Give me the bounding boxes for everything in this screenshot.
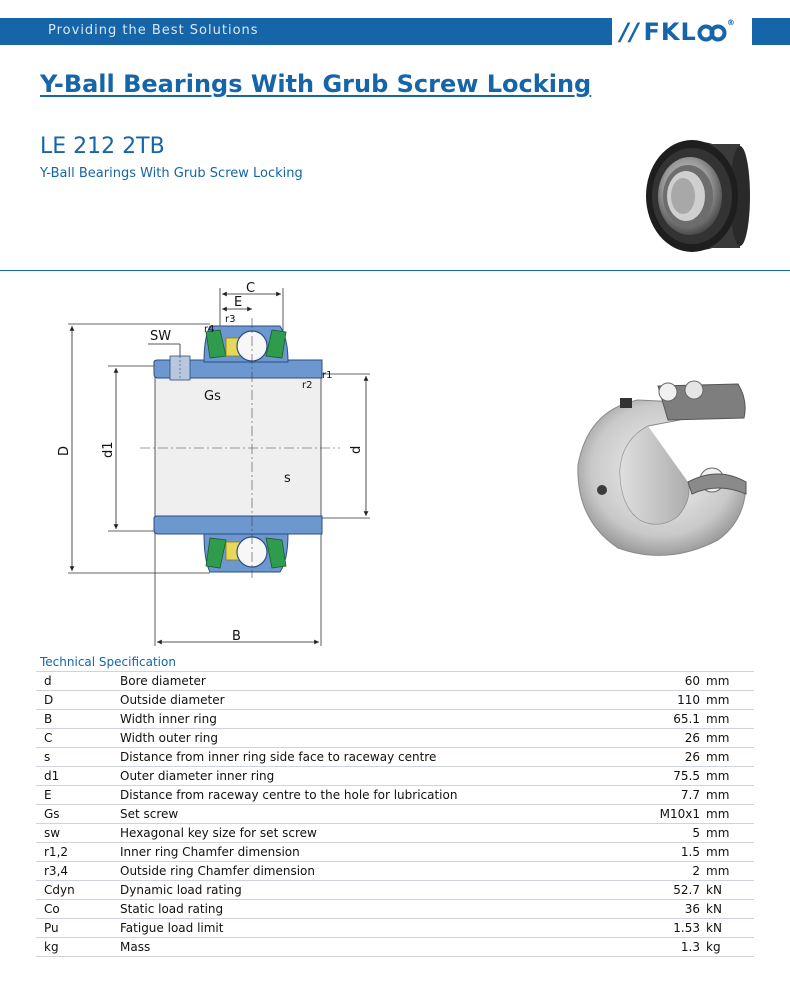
spec-unit: mm xyxy=(706,729,754,748)
spec-row xyxy=(36,919,754,938)
spec-row xyxy=(36,710,754,729)
spec-symbol: r3,4 xyxy=(36,862,120,881)
spec-description: Outside ring Chamfer dimension xyxy=(120,862,600,881)
spec-row xyxy=(36,843,754,862)
spec-row xyxy=(36,900,754,919)
spec-description: Width outer ring xyxy=(120,729,600,748)
spec-description: Inner ring Chamfer dimension xyxy=(120,843,600,862)
label-Gs: Gs xyxy=(204,389,221,404)
spec-row xyxy=(36,786,754,805)
page-title: Y-Ball Bearings With Grub Screw Locking xyxy=(40,70,592,98)
spec-unit: mm xyxy=(706,843,754,862)
label-r3: r3 xyxy=(225,314,236,325)
spec-symbol: d1 xyxy=(36,767,120,786)
label-r1: r1 xyxy=(322,370,333,381)
spec-row xyxy=(36,748,754,767)
label-B: B xyxy=(232,629,241,644)
label-s: s xyxy=(284,471,291,486)
spec-description: Bore diameter xyxy=(120,672,600,691)
product-subtitle: Y-Ball Bearings With Grub Screw Locking xyxy=(40,166,303,181)
spec-symbol: r1,2 xyxy=(36,843,120,862)
spec-value: 26 xyxy=(600,729,706,748)
spec-value: 110 xyxy=(600,691,706,710)
spec-symbol: B xyxy=(36,710,120,729)
spec-value: 7.7 xyxy=(600,786,706,805)
bearing-photo xyxy=(636,134,752,256)
spec-title: Technical Specification xyxy=(40,655,176,669)
spec-row xyxy=(36,691,754,710)
logo-slash-icon: // xyxy=(620,18,640,46)
logo-registered-mark: ® xyxy=(726,18,736,27)
spec-symbol: Cdyn xyxy=(36,881,120,900)
spec-description: Hexagonal key size for set screw xyxy=(120,824,600,843)
spec-value: 2 xyxy=(600,862,706,881)
spec-symbol: kg xyxy=(36,938,120,957)
spec-symbol: E xyxy=(36,786,120,805)
logo-infinity-icon xyxy=(697,23,727,43)
spec-value: M10x1 xyxy=(600,805,706,824)
spec-unit: mm xyxy=(706,786,754,805)
bearing-cutaway-render xyxy=(568,370,748,560)
spec-value: 1.3 xyxy=(600,938,706,957)
spec-description: Mass xyxy=(120,938,600,957)
spec-unit: mm xyxy=(706,672,754,691)
spec-value: 5 xyxy=(600,824,706,843)
label-D: D xyxy=(57,445,72,456)
spec-symbol: sw xyxy=(36,824,120,843)
spec-description: Static load rating xyxy=(120,900,600,919)
spec-symbol: d xyxy=(36,672,120,691)
product-code: LE 212 2TB xyxy=(40,134,165,159)
logo-text: FKL xyxy=(643,18,697,46)
spec-unit: kN xyxy=(706,900,754,919)
spec-row xyxy=(36,805,754,824)
spec-value: 26 xyxy=(600,748,706,767)
section-divider xyxy=(0,270,790,271)
spec-row xyxy=(36,881,754,900)
spec-description: Distance from raceway centre to the hole for lubrication xyxy=(120,786,600,805)
spec-row xyxy=(36,824,754,843)
label-d: d xyxy=(349,445,364,454)
spec-unit: mm xyxy=(706,710,754,729)
spec-description: Outside diameter xyxy=(120,691,600,710)
spec-description: Distance from inner ring side face to raceway centre xyxy=(120,748,600,767)
label-SW: SW xyxy=(150,329,172,344)
spec-value: 1.5 xyxy=(600,843,706,862)
label-C: C xyxy=(246,281,256,296)
spec-unit: kN xyxy=(706,919,754,938)
header-tagline: Providing the Best Solutions xyxy=(48,23,259,38)
spec-unit: mm xyxy=(706,805,754,824)
spec-value: 65.1 xyxy=(600,710,706,729)
spec-symbol: C xyxy=(36,729,120,748)
label-r4: r4 xyxy=(204,324,215,335)
spec-description: Width inner ring xyxy=(120,710,600,729)
spec-value: 1.53 xyxy=(600,919,706,938)
spec-row xyxy=(36,729,754,748)
spec-unit: kg xyxy=(706,938,754,957)
spec-value: 75.5 xyxy=(600,767,706,786)
spec-description: Fatigue load limit xyxy=(120,919,600,938)
spec-symbol: Pu xyxy=(36,919,120,938)
spec-value: 36 xyxy=(600,900,706,919)
spec-unit: mm xyxy=(706,748,754,767)
spec-description: Set screw xyxy=(120,805,600,824)
spec-description: Outer diameter inner ring xyxy=(120,767,600,786)
spec-unit: mm xyxy=(706,691,754,710)
spec-row xyxy=(36,767,754,786)
spec-value: 60 xyxy=(600,672,706,691)
spec-symbol: s xyxy=(36,748,120,767)
spec-symbol: Co xyxy=(36,900,120,919)
spec-row xyxy=(36,672,754,691)
spec-description: Dynamic load rating xyxy=(120,881,600,900)
label-r2: r2 xyxy=(302,380,313,391)
spec-symbol: D xyxy=(36,691,120,710)
spec-unit: kN xyxy=(706,881,754,900)
spec-row xyxy=(36,862,754,881)
spec-value: 52.7 xyxy=(600,881,706,900)
brand-logo[interactable] xyxy=(620,18,736,45)
spec-unit: mm xyxy=(706,824,754,843)
label-d1: d1 xyxy=(101,441,116,458)
header-banner xyxy=(0,18,790,45)
technical-drawing xyxy=(40,278,380,650)
spec-unit: mm xyxy=(706,767,754,786)
spec-unit: mm xyxy=(706,862,754,881)
label-E: E xyxy=(234,295,243,310)
spec-table xyxy=(36,671,754,957)
spec-row xyxy=(36,938,754,957)
spec-symbol: Gs xyxy=(36,805,120,824)
